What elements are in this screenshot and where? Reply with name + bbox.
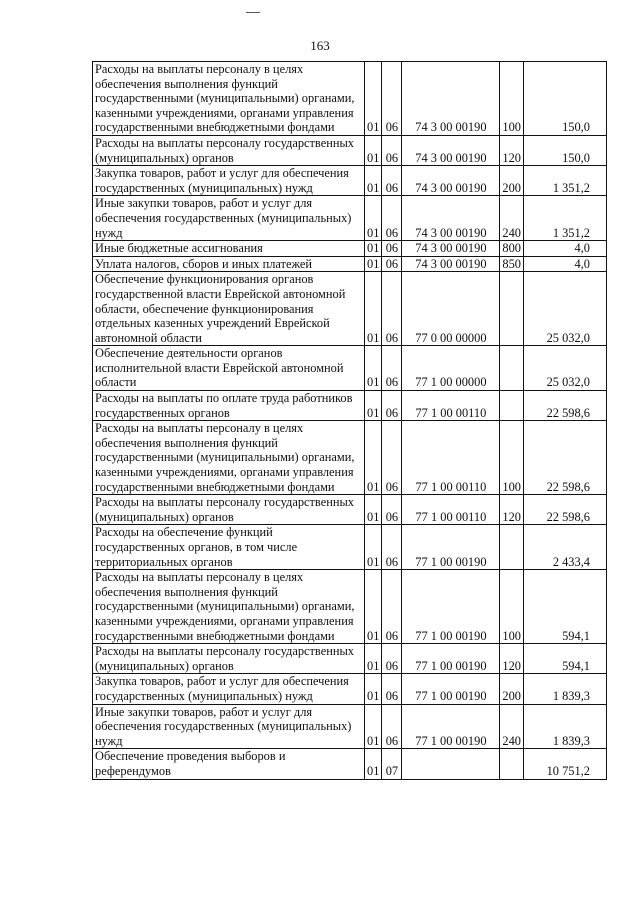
table-row <box>93 525 607 570</box>
row-name-cell: Обеспечение деятельности органов исполнительной власти Еврейской автономной области <box>93 346 365 391</box>
row-section-cell: 01 <box>365 421 382 495</box>
row-sum-cell: 10 751,2 <box>523 749 606 779</box>
row-section-cell: 01 <box>365 196 382 241</box>
row-subsection-cell: 06 <box>382 391 402 421</box>
row-section-cell: 01 <box>365 62 382 136</box>
row-target-article-cell: 74 3 00 00190 <box>402 62 500 136</box>
row-target-article-cell: 77 1 00 00190 <box>402 674 500 704</box>
table-row <box>93 256 607 272</box>
row-name-cell: Расходы на выплаты персоналу государственных (муниципальных) органов <box>93 644 365 674</box>
row-target-article-cell: 74 3 00 00190 <box>402 256 500 272</box>
row-name-cell: Закупка товаров, работ и услуг для обеспечения государственных (муниципальных) нужд <box>93 674 365 704</box>
row-sum-cell: 150,0 <box>523 62 606 136</box>
row-target-article-cell: 77 1 00 00190 <box>402 525 500 570</box>
table-row <box>93 166 607 196</box>
row-name-cell: Расходы на выплаты персоналу государственных (муниципальных) органов <box>93 495 365 525</box>
scan-mark <box>246 12 260 13</box>
row-target-article-cell <box>402 749 500 779</box>
row-subsection-cell: 06 <box>382 644 402 674</box>
row-section-cell: 01 <box>365 749 382 779</box>
row-subsection-cell: 06 <box>382 674 402 704</box>
table-row <box>93 196 607 241</box>
table-row <box>93 241 607 257</box>
row-section-cell: 01 <box>365 391 382 421</box>
table-row <box>93 749 607 779</box>
row-subsection-cell: 06 <box>382 495 402 525</box>
row-expense-type-cell <box>500 346 524 391</box>
row-subsection-cell: 06 <box>382 135 402 165</box>
row-target-article-cell: 77 1 00 00190 <box>402 570 500 644</box>
row-sum-cell: 22 598,6 <box>523 495 606 525</box>
row-expense-type-cell <box>500 272 524 346</box>
row-subsection-cell: 06 <box>382 570 402 644</box>
row-expense-type-cell: 240 <box>500 196 524 241</box>
row-name-cell: Иные бюджетные ассигнования <box>93 241 365 257</box>
row-name-cell: Расходы на выплаты по оплате труда работников государственных органов <box>93 391 365 421</box>
row-name-cell: Закупка товаров, работ и услуг для обеспечения государственных (муниципальных) нужд <box>93 166 365 196</box>
table-row <box>93 495 607 525</box>
row-sum-cell: 22 598,6 <box>523 391 606 421</box>
row-target-article-cell: 74 3 00 00190 <box>402 166 500 196</box>
row-subsection-cell: 06 <box>382 241 402 257</box>
row-subsection-cell: 06 <box>382 704 402 749</box>
row-expense-type-cell: 100 <box>500 570 524 644</box>
row-sum-cell: 2 433,4 <box>523 525 606 570</box>
row-expense-type-cell <box>500 749 524 779</box>
row-target-article-cell: 77 1 00 00190 <box>402 704 500 749</box>
row-expense-type-cell: 200 <box>500 674 524 704</box>
row-subsection-cell: 06 <box>382 525 402 570</box>
table-row <box>93 674 607 704</box>
row-section-cell: 01 <box>365 241 382 257</box>
table-row <box>93 135 607 165</box>
row-section-cell: 01 <box>365 644 382 674</box>
row-subsection-cell: 06 <box>382 166 402 196</box>
row-name-cell: Расходы на обеспечение функций государственных органов, в том числе территориальных органов <box>93 525 365 570</box>
row-subsection-cell: 06 <box>382 421 402 495</box>
table-row <box>93 272 607 346</box>
table-row <box>93 644 607 674</box>
row-expense-type-cell: 120 <box>500 495 524 525</box>
table-row <box>93 62 607 136</box>
table-row <box>93 346 607 391</box>
table-row <box>93 391 607 421</box>
row-expense-type-cell: 800 <box>500 241 524 257</box>
row-subsection-cell: 06 <box>382 62 402 136</box>
row-sum-cell: 1 351,2 <box>523 196 606 241</box>
row-expense-type-cell: 100 <box>500 62 524 136</box>
row-expense-type-cell <box>500 525 524 570</box>
row-sum-cell: 4,0 <box>523 256 606 272</box>
budget-table <box>92 61 607 780</box>
page-number: 163 <box>310 38 330 53</box>
row-expense-type-cell: 120 <box>500 644 524 674</box>
row-name-cell: Обеспечение функционирования органов государственной власти Еврейской автономной области, обеспечение функционирования отдельных казенных учреждений Еврейской автономной области <box>93 272 365 346</box>
row-section-cell: 01 <box>365 346 382 391</box>
row-target-article-cell: 77 1 00 00190 <box>402 644 500 674</box>
row-expense-type-cell <box>500 391 524 421</box>
row-section-cell: 01 <box>365 704 382 749</box>
row-section-cell: 01 <box>365 256 382 272</box>
row-target-article-cell: 77 1 00 00110 <box>402 421 500 495</box>
row-name-cell: Обеспечение проведения выборов и референдумов <box>93 749 365 779</box>
row-subsection-cell: 07 <box>382 749 402 779</box>
row-section-cell: 01 <box>365 166 382 196</box>
row-target-article-cell: 77 1 00 00110 <box>402 391 500 421</box>
row-name-cell: Иные закупки товаров, работ и услуг для обеспечения государственных (муниципальных) нужд <box>93 196 365 241</box>
row-subsection-cell: 06 <box>382 272 402 346</box>
row-section-cell: 01 <box>365 674 382 704</box>
row-sum-cell: 25 032,0 <box>523 346 606 391</box>
row-target-article-cell: 77 0 00 00000 <box>402 272 500 346</box>
row-sum-cell: 1 839,3 <box>523 674 606 704</box>
row-name-cell: Расходы на выплаты персоналу в целях обеспечения выполнения функций государственными (муниципальными) органами, казенными учреждениями, органами управления государственными внебюджетными фондами <box>93 421 365 495</box>
row-subsection-cell: 06 <box>382 346 402 391</box>
row-expense-type-cell: 200 <box>500 166 524 196</box>
row-sum-cell: 150,0 <box>523 135 606 165</box>
row-sum-cell: 594,1 <box>523 570 606 644</box>
row-section-cell: 01 <box>365 570 382 644</box>
row-sum-cell: 1 839,3 <box>523 704 606 749</box>
row-target-article-cell: 74 3 00 00190 <box>402 135 500 165</box>
row-target-article-cell: 77 1 00 00000 <box>402 346 500 391</box>
row-sum-cell: 25 032,0 <box>523 272 606 346</box>
row-name-cell: Иные закупки товаров, работ и услуг для обеспечения государственных (муниципальных) нужд <box>93 704 365 749</box>
table-row <box>93 421 607 495</box>
row-target-article-cell: 74 3 00 00190 <box>402 241 500 257</box>
row-name-cell: Уплата налогов, сборов и иных платежей <box>93 256 365 272</box>
row-section-cell: 01 <box>365 272 382 346</box>
row-name-cell: Расходы на выплаты персоналу в целях обеспечения выполнения функций государственными (муниципальными) органами, казенными учреждениями, органами управления государственными внебюджетными фондами <box>93 62 365 136</box>
table-row <box>93 704 607 749</box>
row-subsection-cell: 06 <box>382 256 402 272</box>
row-sum-cell: 1 351,2 <box>523 166 606 196</box>
row-target-article-cell: 74 3 00 00190 <box>402 196 500 241</box>
row-expense-type-cell: 850 <box>500 256 524 272</box>
row-sum-cell: 594,1 <box>523 644 606 674</box>
budget-table-body <box>93 62 607 780</box>
row-section-cell: 01 <box>365 135 382 165</box>
row-sum-cell: 4,0 <box>523 241 606 257</box>
row-subsection-cell: 06 <box>382 196 402 241</box>
row-expense-type-cell: 100 <box>500 421 524 495</box>
row-target-article-cell: 77 1 00 00110 <box>402 495 500 525</box>
table-row <box>93 570 607 644</box>
row-name-cell: Расходы на выплаты персоналу государственных (муниципальных) органов <box>93 135 365 165</box>
row-section-cell: 01 <box>365 495 382 525</box>
row-expense-type-cell: 240 <box>500 704 524 749</box>
row-expense-type-cell: 120 <box>500 135 524 165</box>
row-section-cell: 01 <box>365 525 382 570</box>
row-name-cell: Расходы на выплаты персоналу в целях обеспечения выполнения функций государственными (муниципальными) органами, казенными учреждениями, органами управления государственными внебюджетными фондами <box>93 570 365 644</box>
row-sum-cell: 22 598,6 <box>523 421 606 495</box>
